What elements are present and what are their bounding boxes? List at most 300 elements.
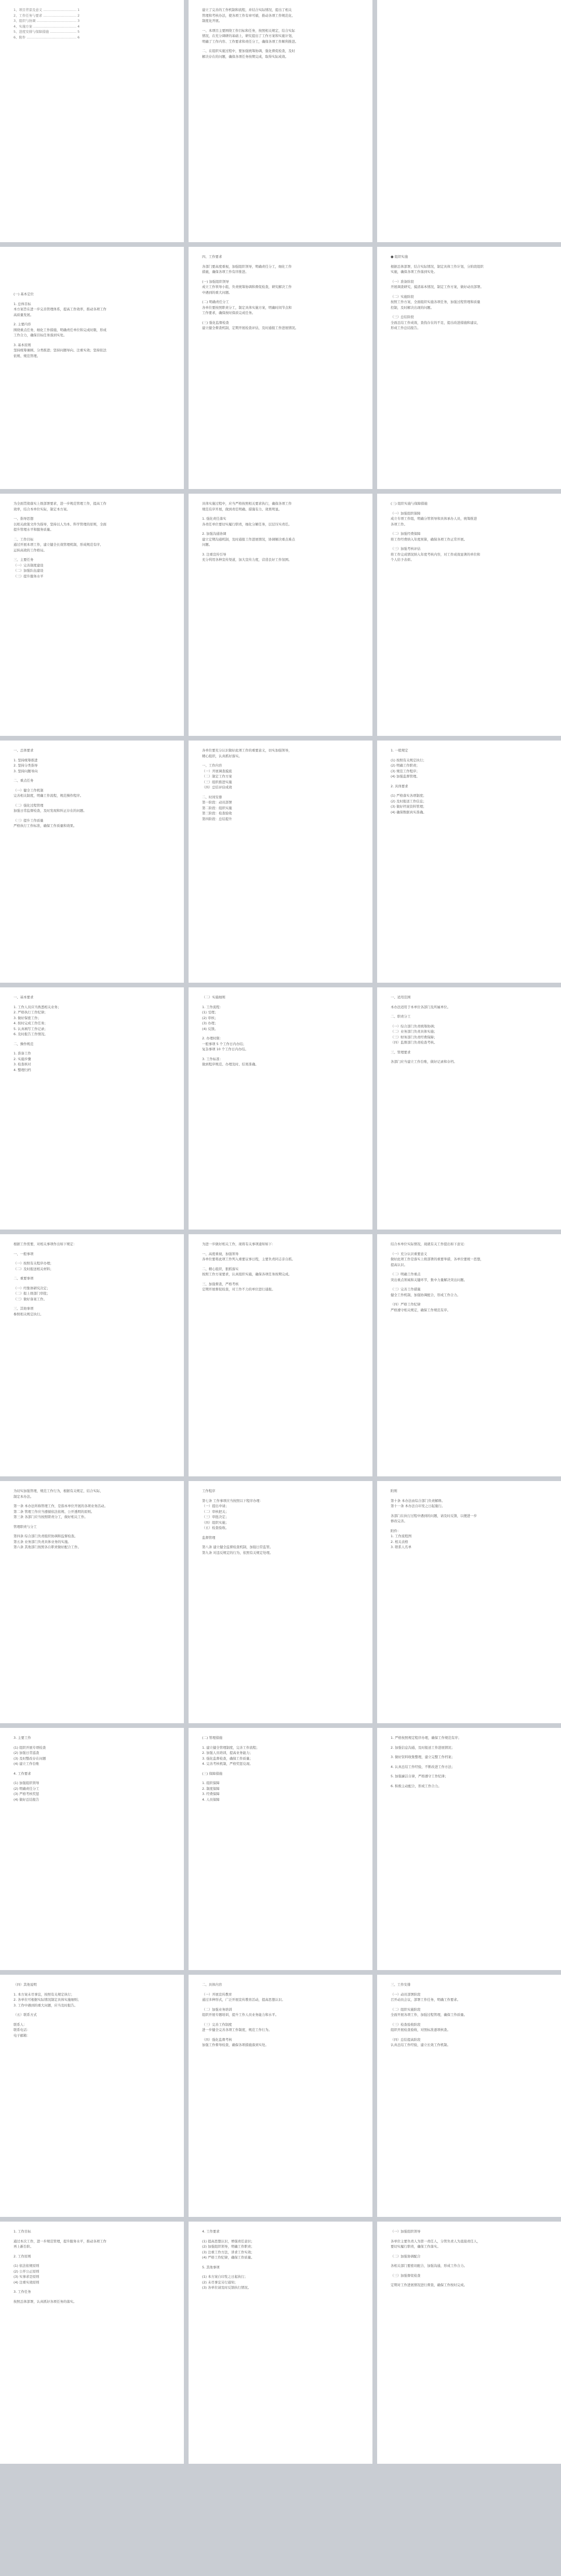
blank-line — [391, 1010, 547, 1014]
blank-line — [202, 44, 359, 48]
text-line: 全面总结工作成效，查找存在的不足，提出改进措施和建议， — [391, 320, 480, 325]
text-line: 2. 具体要求 — [391, 784, 408, 788]
text-line: 第五条 业务部门负责具体业务的实施。 — [14, 1539, 71, 1544]
text-line: (2) 及时报送工作信息； — [391, 799, 426, 803]
blank-line — [391, 290, 547, 294]
text-line: （二）加强业务培训 — [202, 2007, 232, 2012]
text-line: （二）业务部门负责具体实施； — [391, 1029, 437, 1034]
blank-line — [202, 1277, 359, 1282]
blank-line — [391, 2033, 547, 2037]
text-line: 第二条 管理工作应当遵循依法依规、公开透明的原则。 — [14, 1509, 95, 1514]
text-line: (2) 明确工作职责； — [391, 763, 420, 768]
text-line: 定期开展督促检查，对工作不力的单位进行通报。 — [202, 1287, 275, 1291]
text-line: 2. 工作原则 — [14, 2254, 31, 2258]
text-line: 二、具体内容 — [202, 1983, 222, 1987]
blank-line — [391, 2003, 547, 2007]
blank-line — [391, 1988, 547, 1992]
text-line: 成立专项工作组，明确分管领导和具体承办人员，统筹推进 — [391, 517, 477, 521]
text-line: 第十条 本办法由综合部门负责解释。 — [391, 1498, 445, 1503]
blank-line — [14, 754, 170, 758]
text-line: 通过多种形式，广泛开展宣传教育活动，提高思想认识。 — [202, 1998, 285, 2002]
text-line: 根据总体部署，结合实际情况，制定具体工作计划，分阶段组织 — [391, 264, 484, 269]
blank-line — [391, 2269, 547, 2273]
text-line: （一）充分认识重要意义 — [391, 1251, 428, 1256]
blank-line — [202, 1032, 359, 1036]
text-line: （一）综合部门负责统筹协调； — [391, 1024, 437, 1028]
text-line: （二）实施阶段 — [391, 294, 414, 299]
document-page — [377, 1975, 561, 2217]
text-line: 1. 本方案未尽事宜，按照有关规定执行； — [14, 1992, 74, 1997]
text-line: （二）审核把关； — [202, 1509, 229, 1514]
blank-line — [391, 2235, 547, 2239]
blank-line — [14, 318, 170, 322]
blank-line — [391, 789, 547, 793]
text-line: （三）加强考核评估 — [391, 547, 421, 551]
text-line: 参照相关规定执行。 — [14, 1312, 44, 1316]
document-page — [189, 0, 372, 242]
text-line: 各单位要充分认识做好此项工作的重要意义，切实加强领导， — [202, 748, 292, 752]
blank-line — [391, 1298, 547, 1302]
text-line: 一、指导思想 — [14, 517, 34, 521]
text-line: 3. 坚持问题导向 — [14, 769, 38, 773]
blank-line — [202, 527, 359, 531]
text-line: 实施，确保各项工作落到实处。 — [391, 270, 437, 274]
text-line: 工作程序 — [202, 1489, 216, 1493]
text-line: （一）健全工作机制 — [14, 788, 44, 792]
text-line: 全面开展各项工作，加强过程管理，确保工作质量。 — [391, 2013, 467, 2017]
blank-line — [202, 1776, 359, 1780]
blank-line — [202, 759, 359, 763]
text-line: 2、工作任务与要求 ………………………… 2 — [14, 13, 80, 18]
blank-line — [14, 1776, 170, 1780]
text-line: 管理和考核办法，使各项工作有章可循，推动各项工作规范化、 — [202, 13, 295, 18]
document-page — [377, 2222, 561, 2464]
text-line: 各部门在执行过程中遇到的问题，请及时反馈，以便进一步 — [391, 1513, 477, 1518]
blank-line — [14, 1257, 170, 1261]
blank-line — [202, 2003, 359, 2007]
text-line: 一、总体要求 — [14, 748, 34, 752]
blank-line — [391, 20, 547, 24]
text-line: (4) 反馈。 — [202, 1026, 218, 1031]
blank-line — [14, 338, 170, 342]
document-page — [189, 2222, 372, 2464]
text-line: 做到程序规范、办理及时、结果准确。 — [202, 1062, 259, 1066]
text-line: 高质量发展。 — [14, 312, 34, 317]
text-line: 附件： — [391, 1528, 401, 1533]
text-line: 复杂事项 10 个工作日内办结。 — [202, 1047, 248, 1051]
text-line: （二）加强队伍建设 — [14, 569, 44, 573]
text-line: 1. 强化责任落实 — [202, 517, 226, 521]
text-line: （一）准备阶段 — [391, 279, 414, 284]
document-page — [189, 741, 372, 983]
text-line: 完善相关制度，明确工作流程，规范操作程序。 — [14, 794, 84, 798]
text-line: （四）组织实施； — [202, 1520, 229, 1525]
text-line: 制定本办法。 — [14, 1494, 34, 1499]
text-line: 效率，结合本单位实际，制定本方案。 — [14, 507, 70, 511]
text-line: 3. 基本原则 — [14, 342, 31, 347]
text-line: 一、适用范围 — [391, 995, 411, 999]
blank-line — [14, 275, 170, 279]
text-line: （二）报上级部门审批； — [14, 1291, 50, 1296]
document-page — [0, 0, 184, 242]
document-page — [189, 1975, 372, 2217]
text-line: (4) 严格工作纪律，确保工作质量。 — [202, 2255, 255, 2260]
text-line: (三) 强化监督检查 — [202, 320, 229, 325]
document-page — [377, 0, 561, 242]
text-line: （一）提出申请； — [202, 1504, 229, 1508]
blank-line — [14, 2018, 170, 2022]
text-line: 以相关政策文件为指导，坚持以人为本、科学管理的原则，全面 — [14, 522, 106, 526]
blank-line — [391, 260, 547, 264]
blank-line — [391, 310, 547, 314]
text-line: （三）做好备案工作。 — [14, 1297, 47, 1301]
blank-line — [391, 49, 547, 53]
document-page — [0, 494, 184, 736]
text-line: (一) 加强组织领导 — [202, 279, 229, 284]
text-line: （三）完善工作措施 — [391, 1287, 421, 1291]
document-page — [0, 247, 184, 489]
blank-line — [391, 1741, 547, 1745]
text-line: （四）监督部门负责检查考核。 — [391, 1040, 437, 1045]
text-line: 运转高效的工作格局。 — [14, 548, 47, 552]
text-line: (1) 受理； — [202, 1010, 218, 1014]
text-line: 为进一步做好相关工作，现将有关事项通知如下： — [202, 1242, 275, 1246]
blank-line — [14, 1741, 170, 1745]
blank-line — [391, 36, 547, 41]
blank-line — [14, 2008, 170, 2012]
text-line: (1) 严格落实各项制度； — [391, 794, 426, 798]
text-line: (2) 审核； — [202, 1015, 218, 1020]
text-line: 中遇到的重大问题。 — [202, 290, 232, 295]
blank-line — [14, 262, 170, 267]
text-line: 各责任单位要切实履行职责，细化分解任务，层层压实责任。 — [202, 522, 292, 526]
text-line: 4. 工作要求 — [14, 1771, 31, 1776]
text-line: (2) 明确责任分工 — [14, 1786, 39, 1791]
text-line: 第九条 对违反规定的行为，依照有关规定处理。 — [202, 1550, 273, 1555]
text-line: 各部门应当建立工作台账，做好记录和存档。 — [391, 1060, 457, 1064]
blank-line — [14, 533, 170, 537]
text-line: 二、精心组织，狠抓落实 — [202, 1266, 239, 1271]
text-line: 二、工作目标 — [14, 537, 34, 541]
blank-line — [14, 1000, 170, 1005]
blank-line — [14, 2235, 170, 2239]
blank-line — [202, 1052, 359, 1056]
blank-line — [14, 2285, 170, 2289]
document-page — [0, 1975, 184, 2217]
text-line: 3. 工作任务 — [14, 2290, 31, 2294]
text-line: （四）其他说明 — [14, 1983, 37, 1987]
text-line: 3. 做好资料收集整理，建立完整工作档案； — [391, 1755, 455, 1759]
text-line: 第一阶段：动员部署 — [202, 800, 232, 804]
text-line: 一、基本要求 — [14, 995, 34, 999]
text-line: 坚持统筹兼顾、分类推进；坚持问题导向、注重实效；坚持依法 — [14, 348, 106, 352]
text-line: 3. 做好保密工作； — [14, 1015, 41, 1020]
blank-line — [202, 548, 359, 552]
blank-line — [14, 254, 170, 258]
text-line: 2. 坚持分类指导 — [14, 763, 38, 768]
text-line: （三）加强督促检查 — [391, 2273, 421, 2278]
blank-line — [391, 2278, 547, 2282]
text-line: （一）经集体研究决定； — [14, 1286, 50, 1290]
blank-line — [14, 774, 170, 778]
blank-line — [14, 271, 170, 275]
text-line: 二、操作规范 — [14, 1041, 34, 1046]
text-line: 本办法适用于本单位各部门及所属单位。 — [391, 1005, 451, 1009]
text-line: 情况，在充分调研的基础上，研究提出了工作方案和实施计划， — [202, 34, 295, 38]
text-line: 成立工作领导小组，负责统筹协调和督促检查，研究解决工作 — [202, 285, 292, 289]
text-line: 1. 工作目标 — [14, 2229, 31, 2234]
blank-line — [14, 814, 170, 818]
text-line: 二、职责分工 — [391, 1014, 411, 1019]
blank-line — [202, 1767, 359, 1771]
blank-line — [14, 1282, 170, 1286]
text-line: （一）加强组织保障 — [391, 511, 421, 516]
blank-line — [391, 11, 547, 16]
text-line: 控制，及时解决出现的问题。 — [391, 305, 434, 310]
blank-line — [391, 1020, 547, 1024]
text-line: 各单位要将此项工作列入重要议事日程，主要负责同志亲自抓。 — [202, 1257, 295, 1261]
blank-line — [202, 295, 359, 299]
document-page — [189, 1481, 372, 1723]
text-line: 第四条 综合部门负责组织协调和监督检查。 — [14, 1534, 78, 1538]
blank-line — [202, 2018, 359, 2022]
document-page — [377, 247, 561, 489]
text-line: (3) 各单位请及时反馈执行情况。 — [202, 2286, 251, 2290]
text-line: 做好此项工作是落实上级部署的重要举措，各单位要统一思想， — [391, 1257, 484, 1261]
text-line: (1) 加强组织领导 — [14, 1781, 39, 1785]
blank-line — [391, 1524, 547, 1528]
text-line: （三）提升服务水平 — [14, 574, 44, 578]
text-line: 各单位主要负责人为第一责任人，分管负责人为直接责任人， — [391, 2239, 480, 2243]
text-line: 修改完善。 — [391, 1519, 407, 1523]
text-line: 一、一般事项 — [14, 1251, 34, 1256]
blank-line — [14, 1499, 170, 1503]
text-line: 二、时间安排 — [202, 795, 222, 799]
text-line: (3) 办理； — [202, 1021, 218, 1025]
text-line: 按照工作方案，全面组织实施各项任务，加强过程管理和质量 — [391, 300, 480, 304]
text-line: 2. 相关表格 — [391, 1539, 408, 1544]
text-line: 再上新台阶。 — [14, 2244, 34, 2249]
text-line: 第七条 工作事项应当按照以下程序办理： — [202, 1498, 263, 1503]
text-line: (4) 注重实效原则 — [14, 2280, 39, 2284]
blank-line — [391, 1760, 547, 1764]
text-line: (2) 加强日常巡查 — [14, 1751, 39, 1755]
text-line: 4、实施方案 ………………………………… 4 — [14, 24, 80, 29]
text-line: 措施，确保各项工作有序推进。 — [202, 270, 249, 274]
blank-line — [391, 7, 547, 11]
text-line: 工作合力，确保目标任务落到实处。 — [14, 333, 67, 337]
text-line: 二、重点任务 — [14, 778, 34, 783]
text-line: (3) 做好档案资料管理； — [391, 804, 426, 809]
text-line: 1. 工作人员应当熟悉相关业务； — [14, 1005, 61, 1009]
blank-line — [14, 1047, 170, 1051]
text-line: 1. 一般规定 — [391, 748, 408, 752]
blank-line — [391, 1055, 547, 1059]
text-line: 一、本项目主要围绕工作目标和任务，按照相关规定，结合实际 — [202, 28, 295, 33]
blank-line — [14, 258, 170, 262]
text-line: （四）强化监督考核 — [202, 2037, 232, 2042]
document-page — [189, 1234, 372, 1476]
blank-line — [391, 41, 547, 45]
blank-line — [391, 754, 547, 758]
blank-line — [14, 1520, 170, 1524]
text-line: (1) 依法依规原则 — [14, 2264, 39, 2268]
text-line: 将工作完成情况纳入年度考核内容，对工作成效显著的单位和 — [391, 552, 480, 557]
text-line: 三、加强督查，严格考核 — [202, 1282, 239, 1286]
text-line: (三) 组织实施与保障措施 — [391, 501, 428, 506]
text-line: 规范有序开展，做到责任明确、措施有力、效果明显。 — [202, 507, 282, 511]
text-line: 根据工作需要，对相关事项作出如下规定： — [14, 1242, 77, 1246]
text-line: 1. 坚持统筹推进 — [14, 758, 38, 762]
text-line: 按照总体部署，认真抓好各项任务的落实。 — [14, 2299, 77, 2304]
text-line: （二）加强协调配合 — [391, 2254, 421, 2258]
blank-line — [14, 2295, 170, 2299]
blank-line — [14, 553, 170, 557]
text-line: 认真总结工作经验，建立长效工作机制。 — [391, 2043, 451, 2047]
text-line: 联系人： — [14, 2022, 27, 2027]
blank-line — [391, 1494, 547, 1498]
text-line: 第四阶段：总结提升 — [202, 816, 232, 821]
blank-line — [391, 2018, 547, 2022]
text-line: 组织开展检查验收，对照标准逐项核查。 — [391, 2028, 451, 2032]
text-line: (2) 未尽事宜另行通知； — [202, 2280, 238, 2284]
blank-line — [202, 1988, 359, 1992]
text-line: 要切实履行职责，确保工作落实。 — [391, 2244, 440, 2249]
text-line: 第一条 本办法所称管理工作，是指本单位开展的各项业务活动。 — [14, 1504, 108, 1508]
text-line: 4. 整理归档 — [14, 1067, 31, 1072]
document-page — [189, 987, 372, 1230]
text-line: (4) 确保数据真实准确。 — [391, 810, 426, 814]
text-line: 为全面贯彻落实上级部署要求，进一步规范管理工作，提高工作 — [14, 501, 106, 506]
blank-line — [14, 512, 170, 516]
document-page — [377, 741, 561, 983]
blank-line — [202, 2235, 359, 2239]
text-line: （二）明确工作重点 — [391, 1272, 421, 1276]
text-line: 组织开展专题培训，提升工作人员业务能力和水平。 — [202, 2013, 278, 2017]
text-line: 3. 工作标准： — [202, 1056, 223, 1061]
blank-line — [391, 507, 547, 511]
text-line: (1) 提高思想认识，增强责任意识； — [202, 2239, 255, 2243]
blank-line — [202, 260, 359, 264]
text-line: （五）检查验收。 — [202, 1526, 229, 1530]
text-line: 4. 按时完成工作任务； — [14, 1021, 48, 1025]
text-line: (二) 管理措施 — [202, 1736, 222, 1740]
text-line: (三) 保障措施 — [202, 1771, 222, 1776]
text-line: (二) 明确责任分工 — [202, 300, 229, 304]
text-line: 通过本次工作，进一步规范管理，提升服务水平，推动各项工作 — [14, 2239, 106, 2243]
text-line: 按照工作方案要求，认真组织实施，确保各项任务按期完成。 — [202, 1272, 292, 1276]
text-line: （三）检查验收阶段 — [391, 2022, 421, 2027]
text-line: 建立健全督查机制，定期开展检查评估，及时通报工作进展情况。 — [202, 326, 299, 330]
text-line: （二）制定工作方案 — [202, 774, 232, 778]
blank-line — [391, 1509, 547, 1513]
text-line: 2. 制度保障 — [202, 1786, 220, 1791]
text-line: 监督管理 — [202, 1535, 216, 1540]
blank-line — [391, 32, 547, 36]
text-line: （一）加强组织领导 — [391, 2229, 421, 2234]
text-line: (2) 加强组织领导，明确工作职责； — [202, 2244, 255, 2249]
text-line: 加强工作督导检查，确保各项措施落到实处。 — [202, 2043, 269, 2047]
text-line: （三）组织推进实施 — [202, 780, 232, 784]
text-line: 围绕重点任务，细化工作措施，明确责任单位和完成时限，形成 — [14, 327, 106, 332]
text-line: （三）财务部门负责经费保障； — [391, 1035, 437, 1039]
text-line: 定期对工作进展情况进行督查，确保工作按时完成。 — [391, 2283, 467, 2287]
text-line: 为切实加强管理，规范工作行为，根据有关规定，结合实际， — [14, 1489, 103, 1493]
blank-line — [202, 1262, 359, 1266]
blank-line — [202, 316, 359, 320]
blank-line — [391, 1769, 547, 1774]
text-line: 3. 强化监督检查，确保工作质量； — [202, 1756, 253, 1761]
text-line: 具体实施过程中，应当严格按照相关要求执行，确保各项工作 — [202, 501, 292, 506]
blank-line — [14, 1272, 170, 1276]
text-line: 2. 各单位可根据实际情况制定具体实施细则； — [14, 1998, 81, 2002]
text-line: 充分利用各种宣传渠道，加大宣传力度，营造良好工作氛围。 — [202, 558, 292, 562]
text-line: 2. 实施步骤 — [14, 1056, 31, 1061]
blank-line — [202, 1247, 359, 1251]
text-line: （三）审批决定； — [202, 1515, 229, 1519]
blank-line — [202, 1540, 359, 1544]
blank-line — [391, 1247, 547, 1251]
text-line: 三、工作安排 — [391, 1983, 411, 1987]
text-line: 明确了工作内容、工作要求和责任分工，确保各项工作顺利推进。 — [202, 39, 299, 44]
blank-line — [202, 2033, 359, 2037]
text-line: （三）提升工作质量 — [14, 818, 44, 823]
text-line: ● 组织实施 — [391, 255, 408, 259]
blank-line — [391, 275, 547, 279]
document-page — [0, 1234, 184, 1476]
blank-line — [14, 799, 170, 803]
text-line: 第二阶段：组织实施 — [202, 805, 232, 810]
document-page — [377, 494, 561, 736]
blank-line — [202, 24, 359, 28]
text-line: （一）开展调查摸底 — [202, 769, 232, 773]
text-line: (3) 严格考核奖惩 — [14, 1792, 39, 1796]
text-line: 一、工作内容 — [202, 763, 222, 768]
document-page — [0, 1481, 184, 1723]
blank-line — [202, 2270, 359, 2274]
text-line: 三、管理要求 — [391, 1050, 411, 1054]
document-page — [0, 1728, 184, 1970]
blank-line — [14, 1037, 170, 1041]
blank-line — [14, 1302, 170, 1306]
text-line: （二）组织实施阶段 — [391, 2007, 421, 2012]
text-line: 三、主要任务 — [14, 558, 34, 562]
text-line: 各部门要高度重视，加强组织领导，明确责任分工，细化工作 — [202, 264, 292, 269]
text-line: 2. 主要内容 — [14, 322, 31, 326]
blank-line — [14, 784, 170, 788]
blank-line — [391, 28, 547, 32]
document-page — [189, 247, 372, 489]
blank-line — [391, 1046, 547, 1050]
text-line: 4. 工作要求 — [202, 2229, 220, 2234]
text-line: （三）总结阶段 — [391, 315, 414, 319]
text-line: 提高认识。 — [391, 1262, 407, 1267]
text-line: （五）联系方式 — [14, 2013, 37, 2017]
text-line: （二）加强经费保障 — [391, 532, 421, 536]
text-line: 二、在组织实施过程中，要加强统筹协调，强化督促检查，及时 — [202, 49, 295, 53]
text-line: 严格执行工作标准，确保工作质量和效果。 — [14, 824, 77, 828]
text-line: 第十一条 本办法自印发之日起施行。 — [391, 1504, 445, 1508]
blank-line — [14, 287, 170, 292]
blank-line — [202, 790, 359, 795]
text-line: 3. 检查核对 — [14, 1062, 31, 1066]
text-line: 突出重点领域和关键环节，集中力量解决突出问题。 — [391, 1277, 467, 1282]
text-line: 电子邮箱： — [14, 2033, 30, 2038]
text-line: (4) 做好总结报告 — [14, 1797, 39, 1802]
text-line: 第三条 各部门应当按照职责分工，做好相关工作。 — [14, 1515, 88, 1519]
text-line: (1) 本方案自印发之日起执行； — [202, 2275, 248, 2279]
blank-line — [202, 1000, 359, 1005]
